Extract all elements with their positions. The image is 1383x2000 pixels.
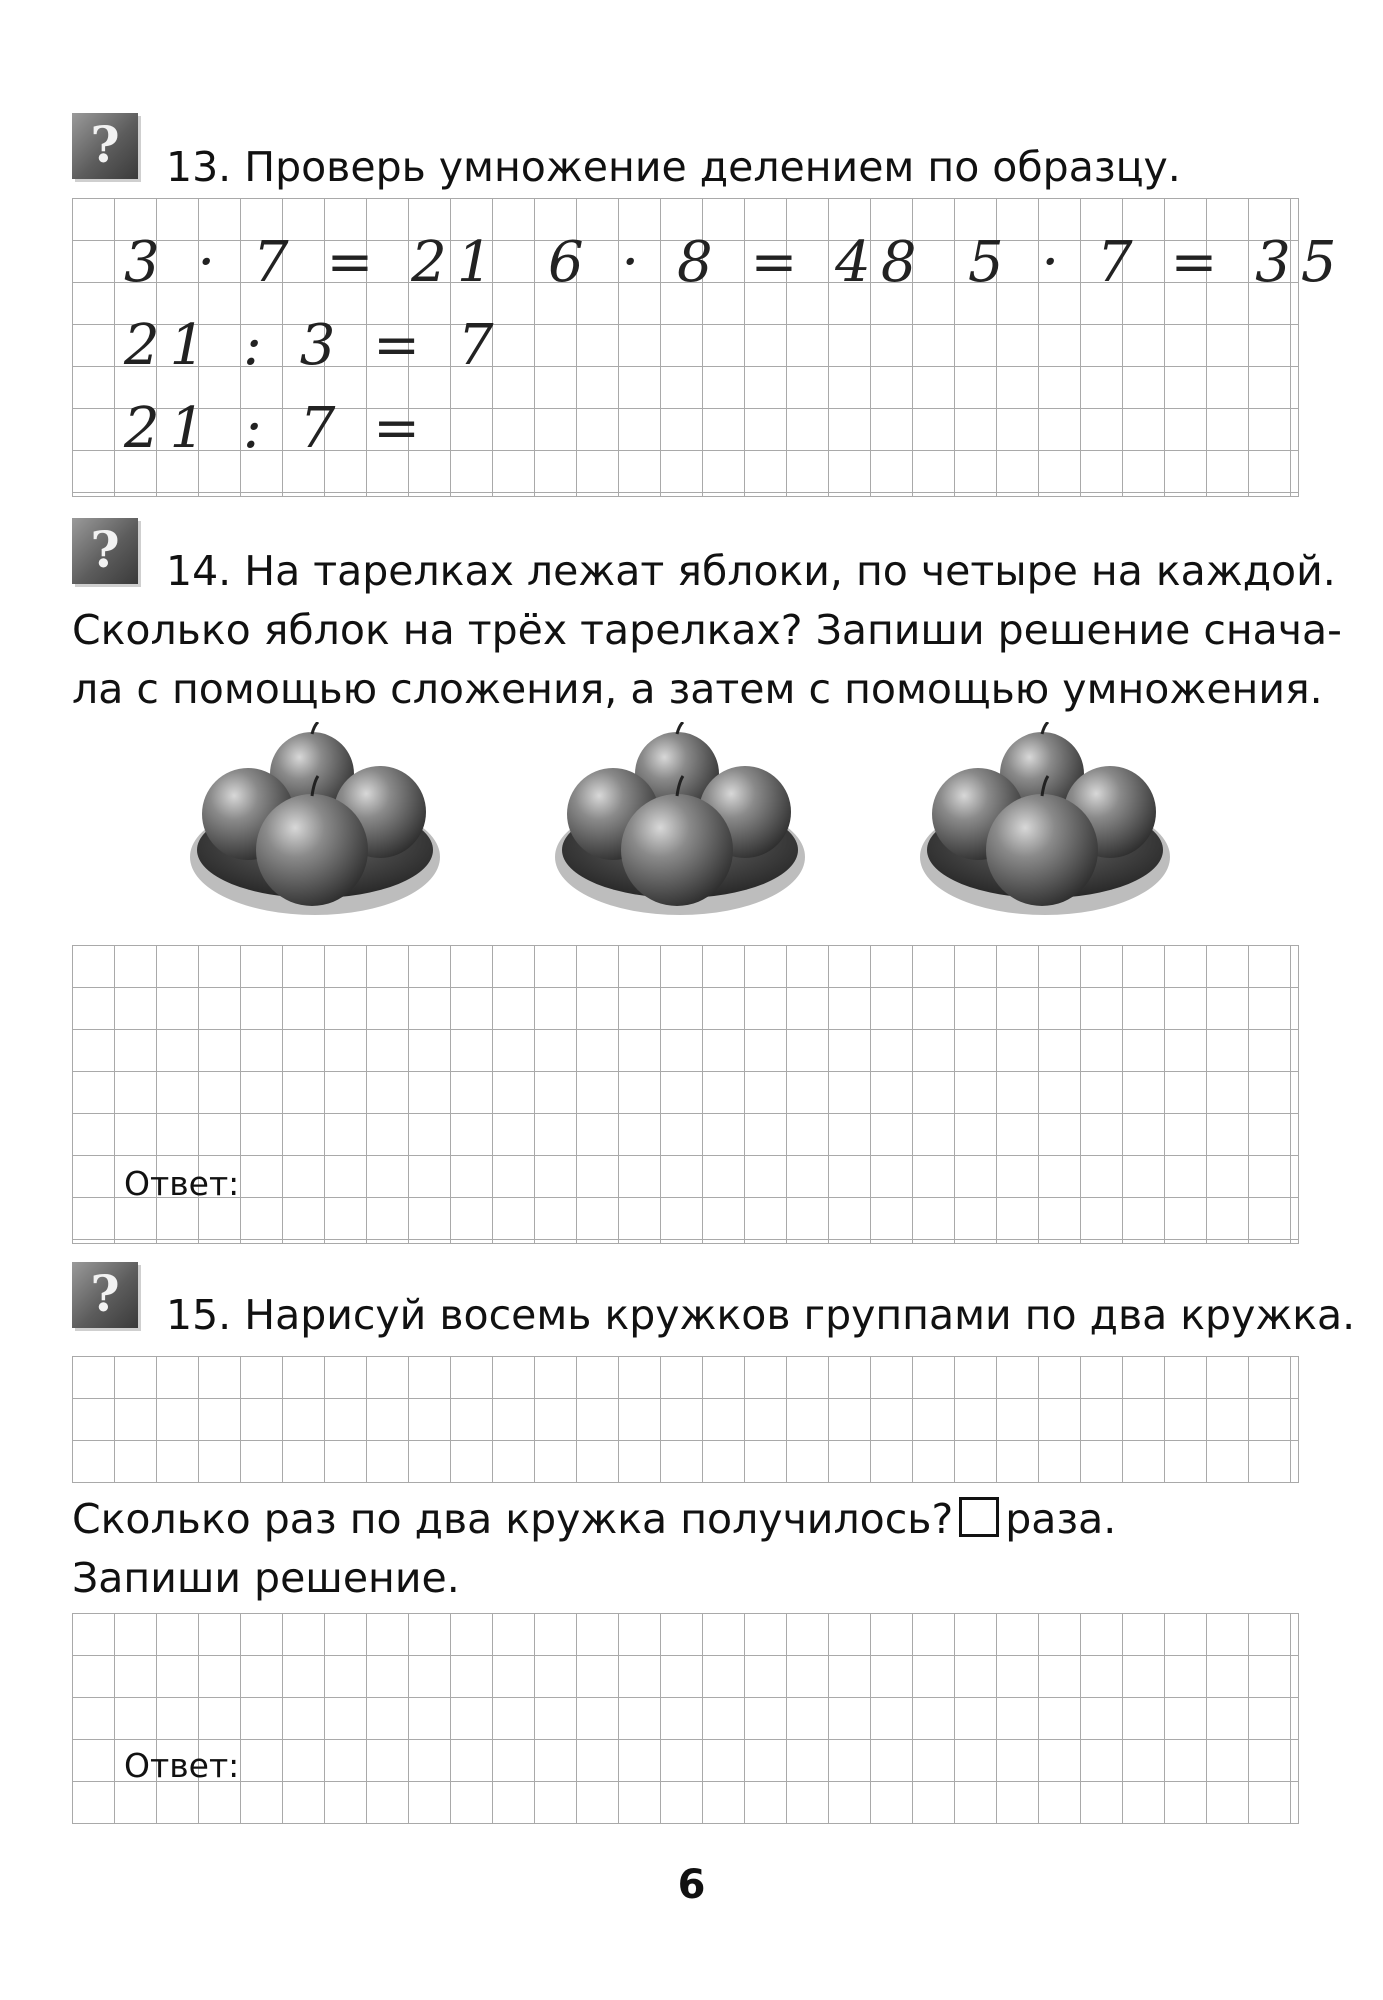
question-icon: ? [72, 518, 138, 584]
task-15-draw-grid[interactable] [72, 1356, 1299, 1483]
task-14-line-2: Сколько яблок на трёх тарелках? Запиши решение снача- [72, 606, 1342, 654]
task-15-question-unit: раза. [1005, 1495, 1117, 1543]
answer-box[interactable] [959, 1497, 999, 1537]
task-15-answer-label: Ответ: [124, 1746, 240, 1785]
example-1-division-1: 21 : 3 = 7 [124, 313, 504, 378]
task-15-question [72, 1490, 1116, 1548]
task-14-line-3: ла с помощью сложения, а затем с помощью умножения. [72, 665, 1323, 713]
task-15-write-solution: Запиши решение. [72, 1554, 460, 1602]
example-3-multiplication: 5 · 7 = 35 [968, 230, 1347, 295]
task-14-grid[interactable] [72, 945, 1299, 1244]
question-icon: ? [72, 113, 138, 179]
example-1-multiplication: 3 · 7 = 21 [124, 230, 503, 295]
task-15-text: 15. Нарисуй восемь кружков группами по два кружка. [166, 1291, 1356, 1339]
plate-1 [190, 722, 440, 915]
page-number: 6 [677, 1862, 706, 1908]
task-15-question-text: Сколько раз по два кружка получилось? [72, 1495, 954, 1543]
task-15-solution-grid[interactable] [72, 1613, 1299, 1824]
example-1-division-2: 21 : 7 = [124, 396, 431, 461]
plate-2 [555, 722, 805, 915]
apple-plates-illustration [180, 722, 1190, 927]
task-13-text: 13. Проверь умножение делением по образцу. [166, 143, 1181, 191]
task-14-answer-label: Ответ: [124, 1164, 240, 1203]
task-14-line-1: 14. На тарелках лежат яблоки, по четыре на каждой. [166, 547, 1336, 595]
example-2-multiplication: 6 · 8 = 48 [548, 230, 927, 295]
plate-3 [920, 722, 1170, 915]
question-icon: ? [72, 1262, 138, 1328]
